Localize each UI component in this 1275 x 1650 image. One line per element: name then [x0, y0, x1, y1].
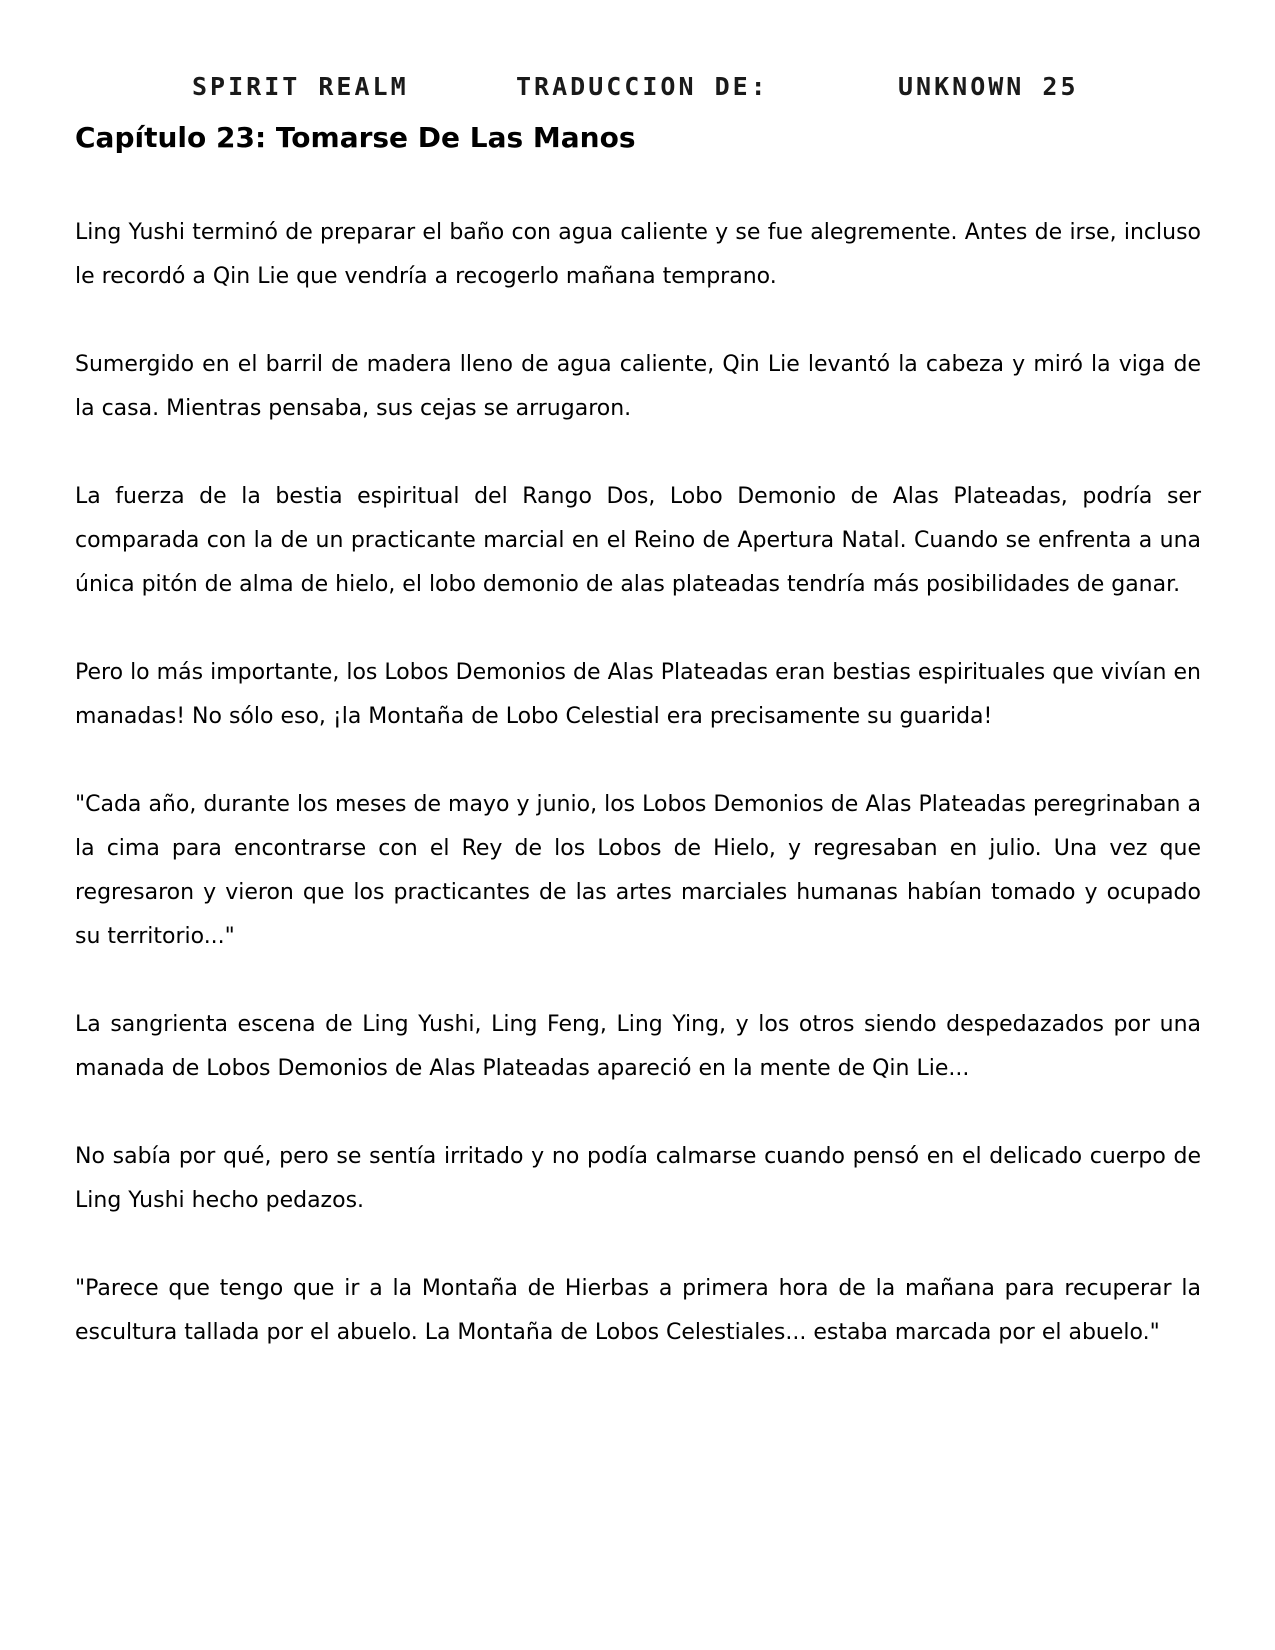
chapter-title: Capítulo 23: Tomarse De Las Manos	[75, 121, 636, 154]
paragraph: La fuerza de la bestia espiritual del Rango Dos, Lobo Demonio de Alas Plateadas, podría ser comparada con la de un practicante marcial en el Reino de Apertura Natal. Cuando se enfrenta a una única pitón de alma de hielo, el lobo demonio de alas plateadas tendría más posibilidades de ganar.	[75, 484, 1201, 597]
paragraph: "Cada año, durante los meses de mayo y junio, los Lobos Demonios de Alas Plateadas peregrinaban a la cima para encontrarse con el Rey de los Lobos de Hielo, y regresaban en julio. Una vez que regresaron y vieron que los practicantes de las artes marciales humanas habían tomado y ocupado su territorio..."	[75, 792, 1201, 949]
paragraph: Sumergido en el barril de madera lleno de agua caliente, Qin Lie levantó la cabeza y miró la viga de la casa. Mientras pensaba, sus cejas se arrugaron.	[75, 352, 1201, 421]
paragraph: No sabía por qué, pero se sentía irritado y no podía calmarse cuando pensó en el delicado cuerpo de Ling Yushi hecho pedazos.	[75, 1144, 1201, 1213]
header-translation-label: TRADUCCION DE:	[516, 72, 769, 101]
paragraph: Ling Yushi terminó de preparar el baño con agua caliente y se fue alegremente. Antes de irse, incluso le recordó a Qin Lie que vendría a recogerlo mañana temprano.	[75, 220, 1201, 289]
page-header	[0, 72, 1275, 112]
paragraph: Pero lo más importante, los Lobos Demonios de Alas Plateadas eran bestias espirituales que vivían en manadas! No sólo eso, ¡la Montaña de Lobo Celestial era precisamente su guarida!	[75, 660, 1201, 729]
header-series-name: SPIRIT REALM	[192, 72, 409, 101]
paragraph: La sangrienta escena de Ling Yushi, Ling Feng, Ling Ying, y los otros siendo despedazados por una manada de Lobos Demonios de Alas Plateadas apareció en la mente de Qin Lie...	[75, 1012, 1201, 1081]
paragraph: "Parece que tengo que ir a la Montaña de Hierbas a primera hora de la mañana para recuperar la escultura tallada por el abuelo. La Montaña de Lobos Celestiales... estaba marcada por el abuelo."	[75, 1276, 1201, 1345]
chapter-body	[75, 211, 1201, 1399]
header-translator-name: UNKNOWN 25	[898, 72, 1079, 101]
